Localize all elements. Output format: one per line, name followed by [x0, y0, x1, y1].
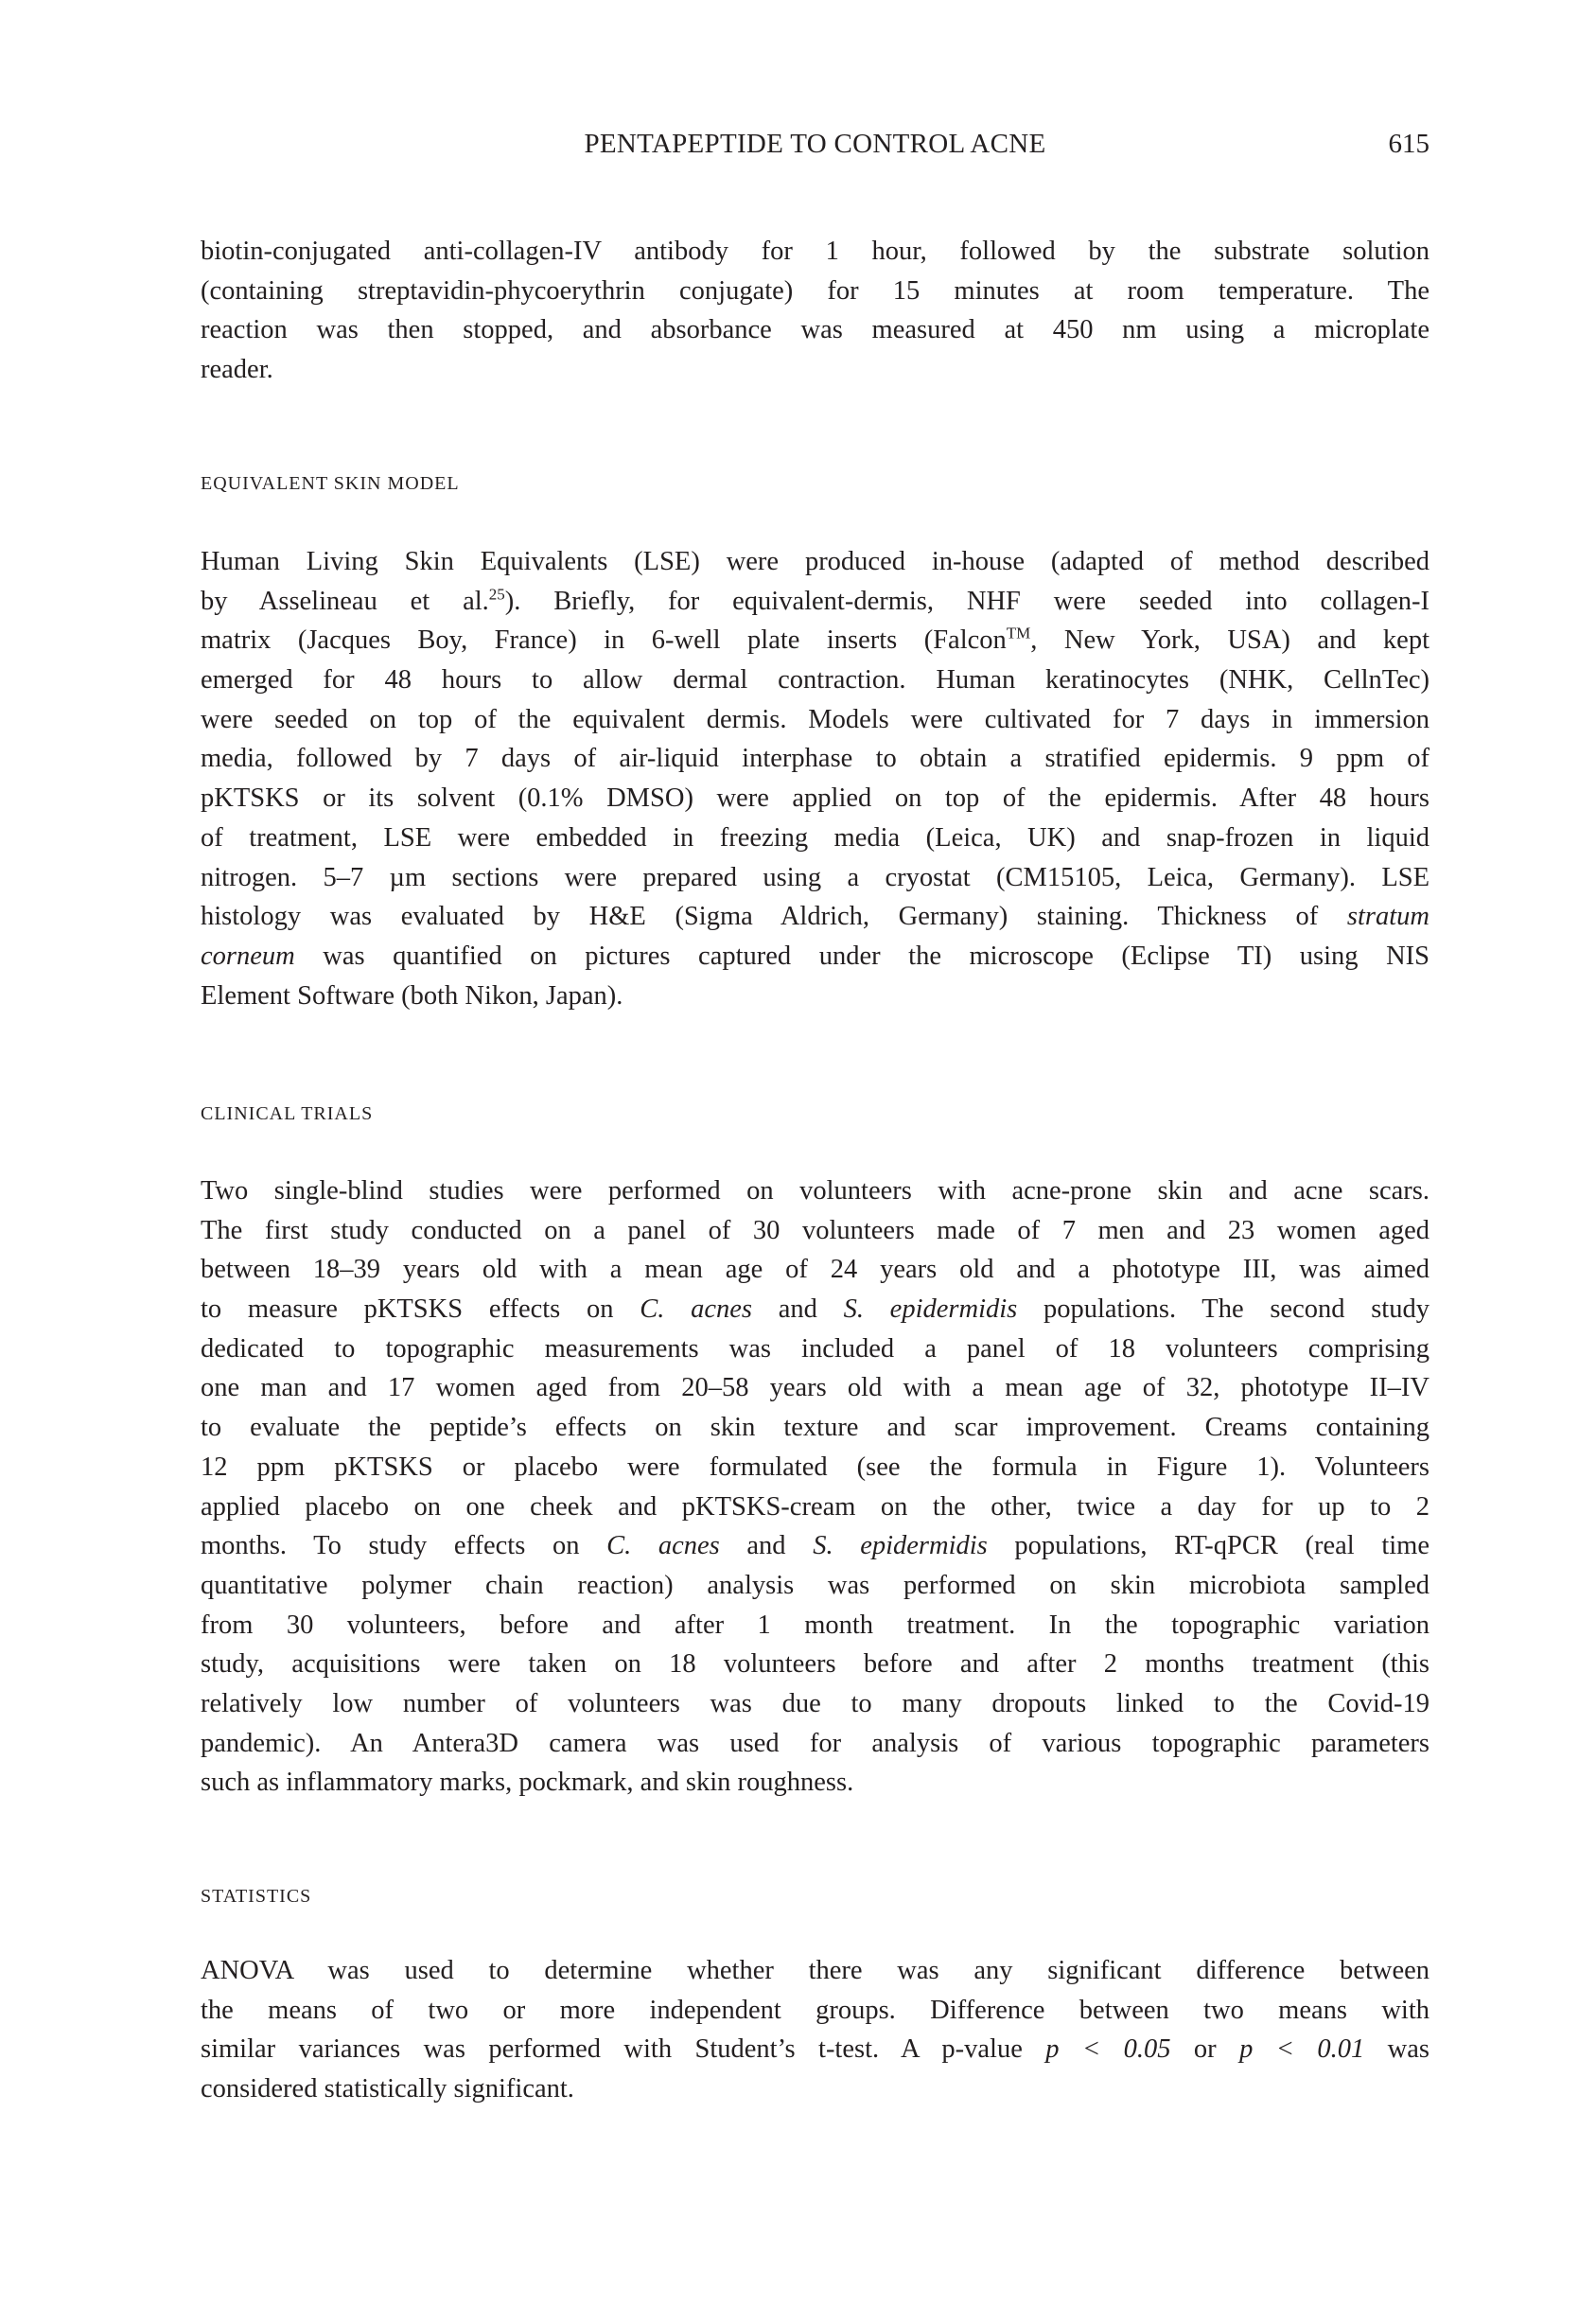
text-segment: histology was evaluated by H&E (Sigma Aldrich, Germany) staining. Thickness of — [201, 902, 1347, 932]
text-segment: months. To study effects on — [201, 1531, 607, 1561]
text-segment: similar variances was performed with Student’s t-test. A p-value — [201, 2034, 1046, 2065]
text-line — [201, 1724, 1429, 1764]
text-line — [201, 2030, 1429, 2069]
section-heading-clinical-trials: CLINICAL TRIALS — [201, 1103, 374, 1124]
italic-text: corneum — [201, 941, 295, 971]
text-line — [201, 1211, 1429, 1251]
text-segment: Human Living Skin Equivalents (LSE) were produced in-house (adapted of method described — [201, 547, 1429, 576]
page-number: 615 — [1388, 129, 1429, 159]
text-line — [201, 2069, 1429, 2109]
paragraph-clinical-trials — [201, 1171, 1429, 1803]
text-line — [201, 1951, 1429, 1991]
text-line — [201, 1526, 1429, 1566]
text-segment: the means of two or more independent groups. Difference between two means with — [201, 1995, 1429, 2025]
text-line — [201, 1329, 1429, 1369]
text-segment: dedicated to topographic measurements was included a panel of 18 volunteers comprising — [201, 1333, 1429, 1364]
text-segment: one man and 17 women aged from 20–58 years old with a mean age of 32, phototype II–IV — [201, 1373, 1429, 1403]
superscript: TM — [1006, 624, 1031, 643]
text-segment: The first study conducted on a panel of 30 volunteers made of 7 men and 23 women aged — [201, 1215, 1429, 1245]
text-segment: ANOVA was used to determine whether there was any significant difference between — [201, 1956, 1429, 1985]
section-heading-statistics: STATISTICS — [201, 1886, 312, 1907]
text-line — [201, 1408, 1429, 1448]
superscript: 25 — [488, 585, 505, 604]
text-segment: nitrogen. 5–7 µm sections were prepared using a cryostat (CM15105, Leica, Germany). LSE — [201, 862, 1429, 892]
text-segment: pandemic). An Antera3D camera was used for analysis of various topographic parameters — [201, 1728, 1429, 1758]
text-line — [201, 1368, 1429, 1408]
text-segment: (containing streptavidin-phycoerythrin conjugate) for 15 minutes at room temperature. The — [201, 275, 1429, 306]
text-line — [201, 1991, 1429, 2031]
section-heading-equivalent-skin-model: EQUIVALENT SKIN MODEL — [201, 473, 460, 494]
italic-text: stratum — [1346, 902, 1429, 932]
text-segment: , New York, USA) and kept — [1030, 625, 1429, 656]
text-segment: relatively low number of volunteers was due to many dropouts linked to the Covid-19 — [201, 1688, 1429, 1718]
text-line — [201, 1645, 1429, 1684]
running-head — [201, 129, 1429, 167]
text-segment: between 18–39 years old with a mean age of 24 years old and a phototype III, was aimed — [201, 1255, 1429, 1285]
text-segment: populations. The second study — [1017, 1294, 1429, 1325]
text-segment: by Asselineau et al. — [201, 586, 489, 616]
text-line — [201, 739, 1429, 779]
text-line — [201, 1487, 1429, 1527]
text-segment: considered statistically significant. — [201, 2074, 574, 2104]
text-segment: was quantified on pictures captured under the microscope (Eclipse TI) using NIS — [294, 941, 1429, 971]
text-line — [201, 1763, 1429, 1803]
text-segment: matrix (Jacques Boy, France) in 6-well plate inserts (Falcon — [201, 625, 1007, 656]
text-segment: to measure pKTSKS effects on — [201, 1294, 640, 1325]
text-segment: pKTSKS or its solvent (0.1% DMSO) were applied on top of the epidermis. After 48 hours — [201, 783, 1429, 814]
text-line — [201, 272, 1429, 311]
text-line — [201, 1606, 1429, 1646]
text-segment: reader. — [201, 355, 273, 385]
text-segment: and — [751, 1294, 844, 1325]
italic-text: S. epidermidis — [813, 1531, 988, 1561]
paragraph-statistics — [201, 1951, 1429, 2109]
text-segment: 12 ppm pKTSKS or placebo were formulated (see the formula in Figure 1). Volunteers — [201, 1452, 1429, 1482]
text-line — [201, 350, 1429, 390]
text-segment: from 30 volunteers, before and after 1 month treatment. In the topographic variation — [201, 1610, 1429, 1640]
text-line — [201, 819, 1429, 858]
paragraph-equivalent-skin-model — [201, 542, 1429, 1015]
text-segment: Two single-blind studies were performed on volunteers with acne-prone skin and acne scars. — [201, 1176, 1429, 1206]
text-segment: to evaluate the peptide’s effects on skin texture and scar improvement. Creams containing — [201, 1413, 1429, 1443]
text-line — [201, 582, 1429, 622]
text-line — [201, 232, 1429, 272]
text-line — [201, 1448, 1429, 1487]
text-segment: populations, RT-qPCR (real time — [987, 1531, 1430, 1561]
text-line — [201, 1684, 1429, 1724]
text-line — [201, 1290, 1429, 1329]
text-line — [201, 779, 1429, 819]
text-segment: quantitative polymer chain reaction) analysis was performed on skin microbiota sampled — [201, 1570, 1429, 1600]
text-line — [201, 1566, 1429, 1606]
text-segment: Element Software (both Nikon, Japan). — [201, 980, 623, 1011]
text-segment: such as inflammatory marks, pockmark, and skin roughness. — [201, 1768, 854, 1798]
text-segment: were seeded on top of the equivalent dermis. Models were cultivated for 7 days in immersion — [201, 704, 1429, 734]
italic-text: p < 0.01 — [1239, 2034, 1365, 2065]
text-segment: media, followed by 7 days of air-liquid interphase to obtain a stratified epidermis. 9 ppm of — [201, 744, 1429, 774]
text-segment: biotin-conjugated anti-collagen-IV antibody for 1 hour, followed by the substrate solution — [201, 237, 1429, 266]
text-line — [201, 310, 1429, 350]
text-segment: or — [1170, 2034, 1240, 2065]
italic-text: C. acnes — [640, 1294, 752, 1325]
text-segment: applied placebo on one cheek and pKTSKS-cream on the other, twice a day for up to 2 — [201, 1491, 1429, 1522]
text-segment: and — [719, 1531, 814, 1561]
text-segment: of treatment, LSE were embedded in freezing media (Leica, UK) and snap-frozen in liquid — [201, 822, 1429, 853]
italic-text: p < 0.05 — [1045, 2034, 1171, 2065]
text-line — [201, 621, 1429, 660]
paragraph-elisa-end — [201, 232, 1429, 390]
text-line — [201, 1171, 1429, 1211]
text-segment: study, acquisitions were taken on 18 volunteers before and after 2 months treatment (this — [201, 1649, 1429, 1680]
text-line — [201, 1250, 1429, 1290]
text-segment: reaction was then stopped, and absorbance was measured at 450 nm using a microplate — [201, 315, 1429, 345]
text-segment: ). Briefly, for equivalent-dermis, NHF were seeded into collagen-I — [504, 586, 1429, 616]
text-line — [201, 937, 1429, 977]
italic-text: S. epidermidis — [843, 1294, 1018, 1325]
text-line — [201, 977, 1429, 1016]
text-line — [201, 858, 1429, 898]
text-line — [201, 700, 1429, 740]
italic-text: C. acnes — [606, 1531, 720, 1561]
text-line — [201, 897, 1429, 937]
text-line — [201, 542, 1429, 582]
text-segment: emerged for 48 hours to allow dermal contraction. Human keratinocytes (NHK, CellnTec) — [201, 665, 1429, 695]
text-segment: was — [1364, 2034, 1430, 2065]
text-line — [201, 660, 1429, 700]
running-title: PENTAPEPTIDE TO CONTROL ACNE — [584, 129, 1046, 159]
